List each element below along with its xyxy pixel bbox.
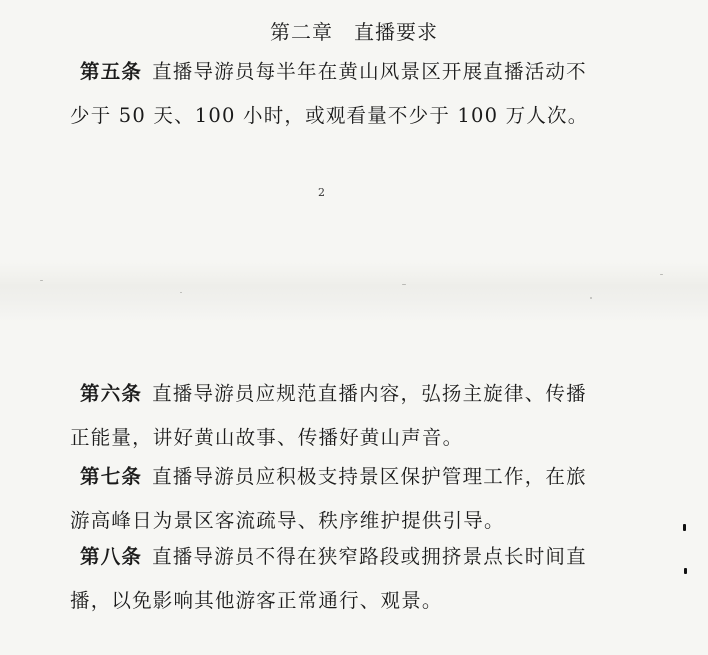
- article-6-first-line: [70, 372, 670, 416]
- scan-speck: [180, 292, 182, 293]
- article-7-text-line-2: 游高峰日为景区客流疏导、秩序维护提供引导。: [70, 509, 505, 532]
- scan-speck: [40, 280, 43, 281]
- article-7-text-line-1: 直播导游员应积极支持景区保护管理工作，在旅: [152, 465, 587, 488]
- article-5: [70, 50, 670, 138]
- scan-speck: [590, 297, 592, 299]
- article-8-heading: 第八条: [80, 545, 143, 568]
- article-8-first-line: [70, 535, 670, 579]
- article-5-text-line-2: 少于 50 天、100 小时，或观看量不少于 100 万人次。: [70, 104, 589, 127]
- article-6-text-line-2: 正能量，讲好黄山故事、传播好黄山声音。: [70, 426, 464, 449]
- article-5-text-line-1: 直播导游员每半年在黄山风景区开展直播活动不: [152, 60, 587, 83]
- scan-speck: [402, 284, 406, 285]
- article-8-text-line-2: 播，以免影响其他游客正常通行、观景。: [70, 589, 443, 612]
- page-break-scan-band: [0, 262, 708, 322]
- article-6-heading: 第六条: [80, 382, 143, 405]
- article-5-heading: 第五条: [80, 60, 143, 83]
- chapter-title: 第二章 直播要求: [270, 20, 438, 44]
- article-6: [70, 372, 670, 460]
- article-7-first-line: [70, 455, 670, 499]
- scan-edge-mark: [683, 524, 686, 531]
- article-6-text-line-1: 直播导游员应规范直播内容，弘扬主旋律、传播: [152, 382, 587, 405]
- article-7: [70, 455, 670, 543]
- article-8-text-line-1: 直播导游员不得在狭窄路段或拥挤景点长时间直: [152, 545, 587, 568]
- article-7-heading: 第七条: [80, 465, 143, 488]
- scan-speck: [660, 274, 663, 275]
- article-8: [70, 535, 670, 623]
- page-number: 2: [318, 186, 325, 199]
- scan-edge-mark: [684, 568, 687, 574]
- article-5-first-line: [70, 50, 670, 94]
